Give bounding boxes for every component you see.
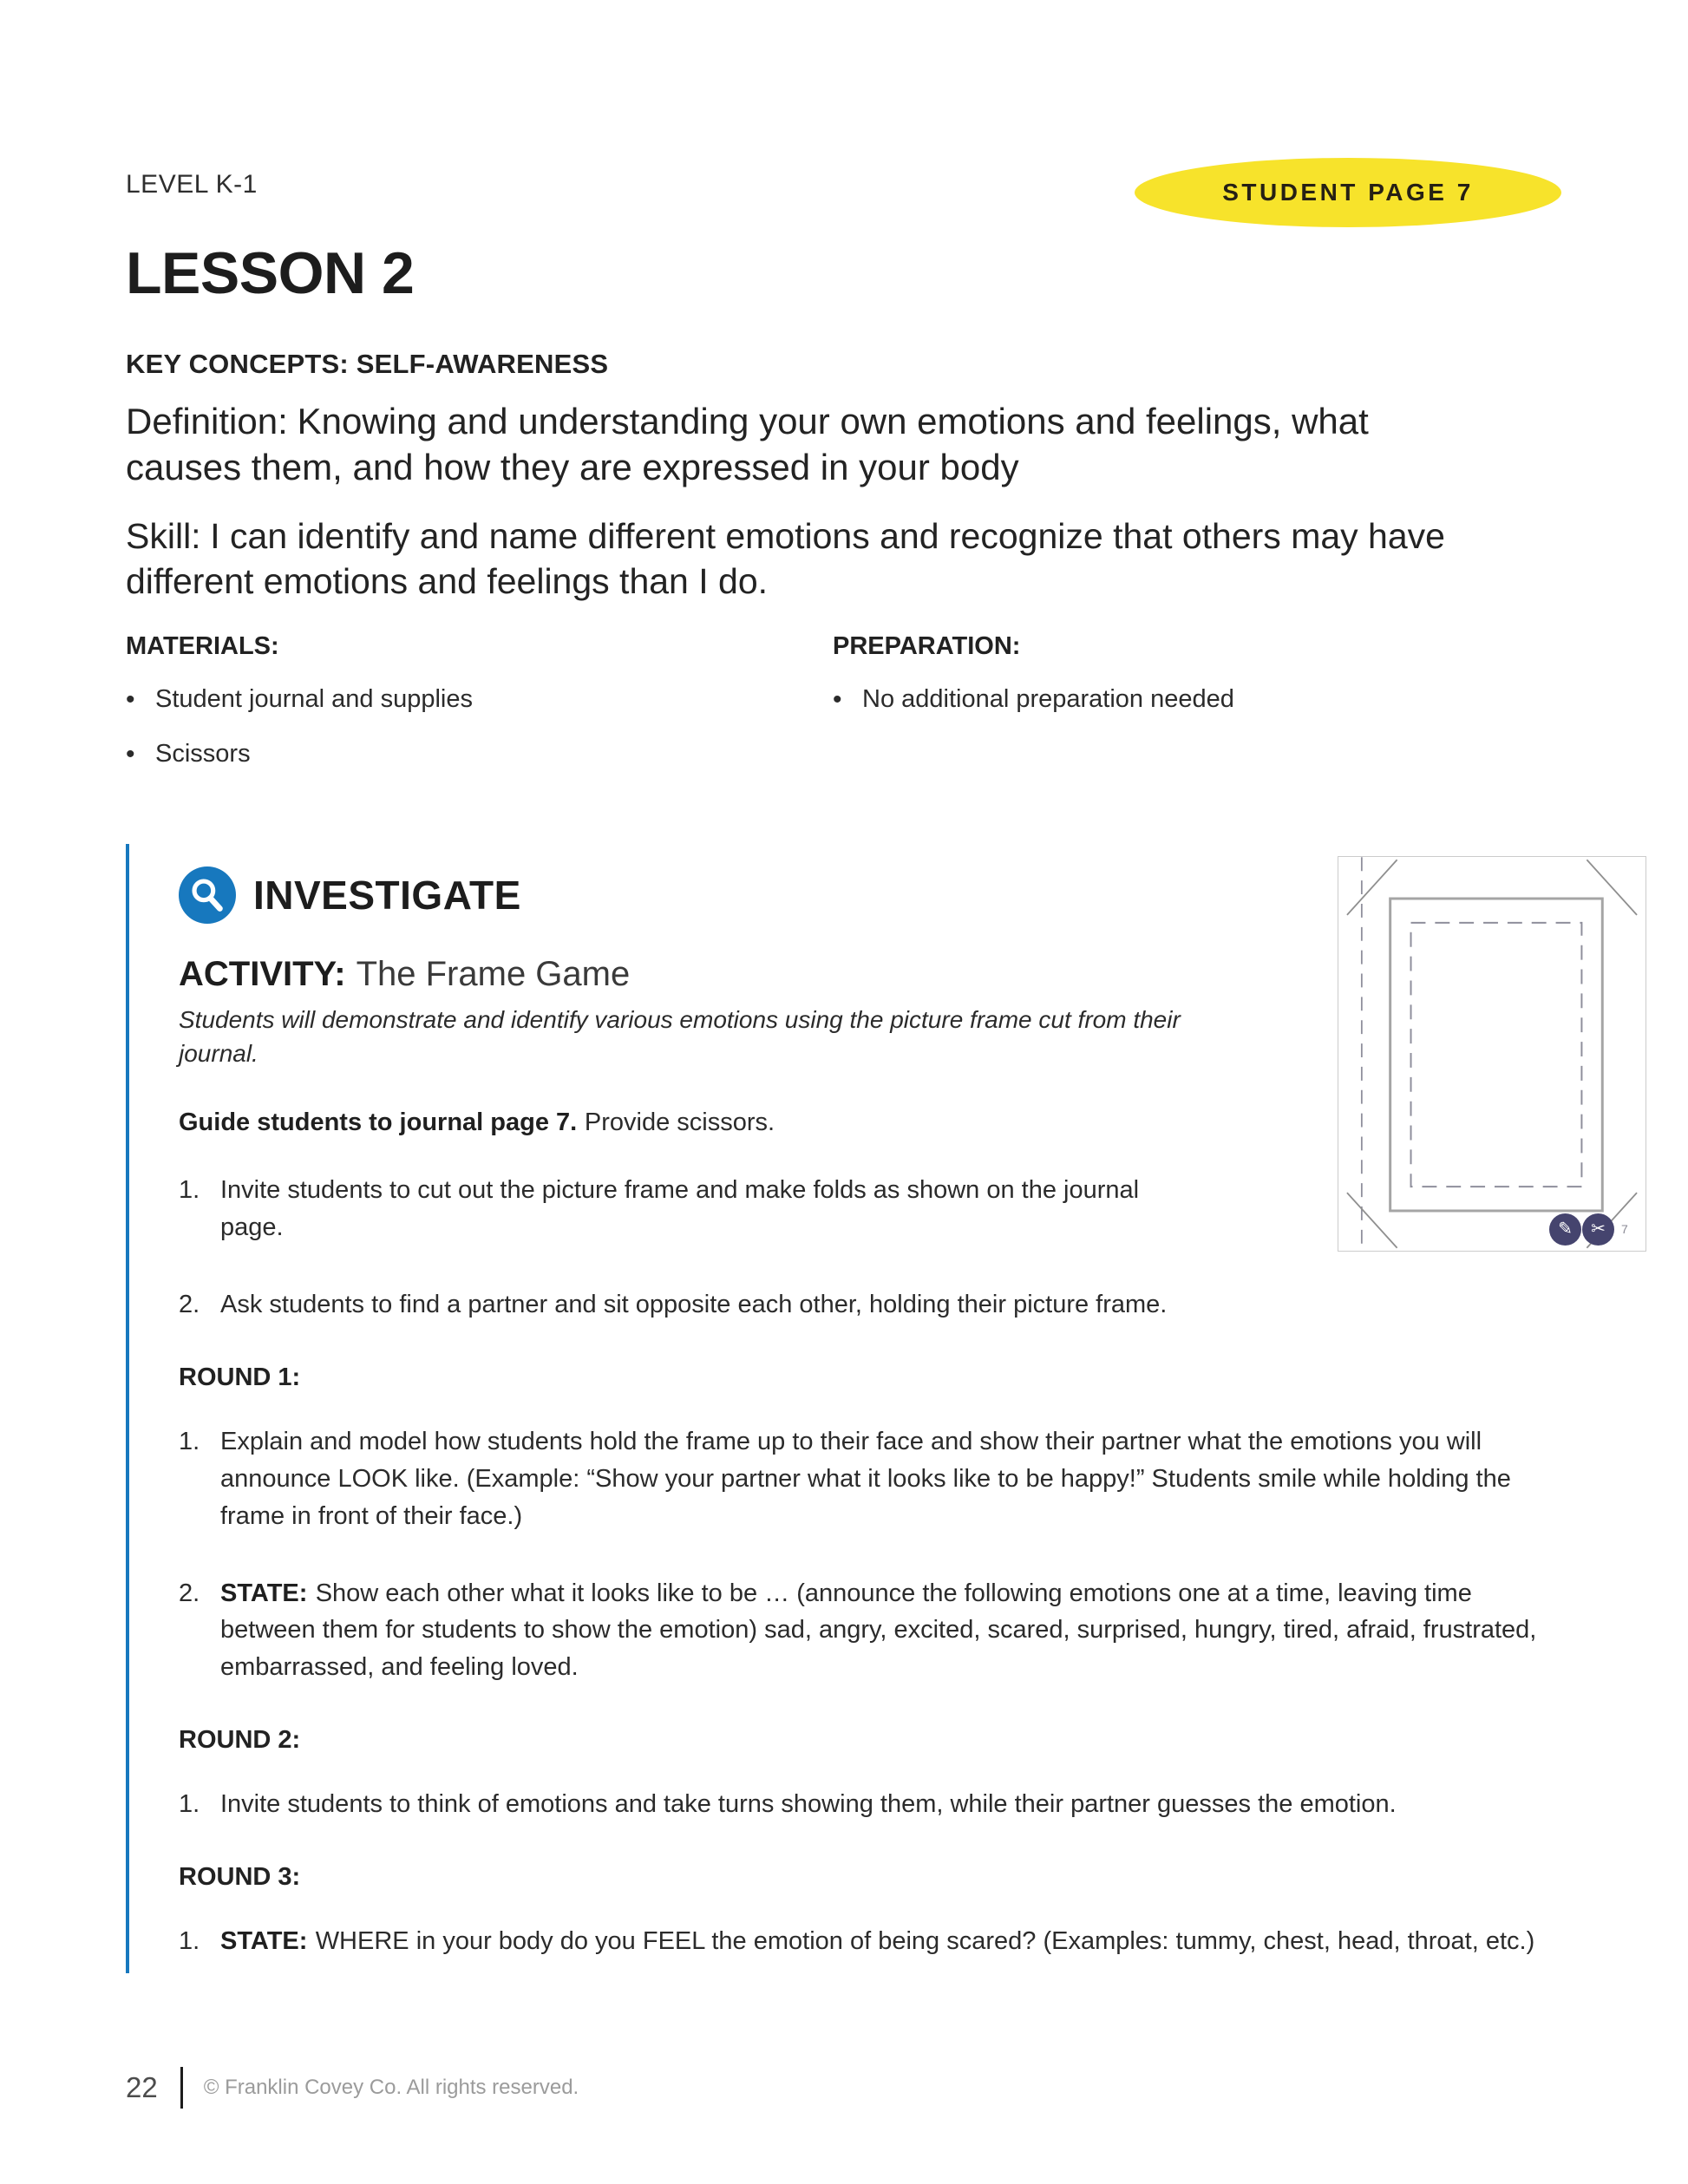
bullet-icon: [126, 683, 155, 716]
round-3-heading: ROUND 3:: [179, 1863, 301, 1892]
guide-lead: Guide students to journal page 7.: [179, 1108, 578, 1137]
step-number: 2.: [179, 1290, 200, 1318]
materials-preparation-row: [126, 632, 1561, 794]
thumbnail-page-number: 7: [1621, 1221, 1628, 1236]
student-page-badge: STUDENT PAGE 7: [1135, 158, 1561, 227]
step-text: [220, 1786, 1397, 1823]
step-number: 1.: [179, 1790, 200, 1819]
skill-paragraph: [126, 513, 1514, 605]
round-2-heading: ROUND 2:: [179, 1726, 301, 1755]
definition-text: Knowing and understanding your own emotions and feelings, what causes them, and how they are expressed in your body: [126, 401, 1369, 487]
step-number: 1.: [179, 1927, 200, 1956]
activity-label: ACTIVITY:: [179, 954, 346, 993]
round-1-heading: ROUND 1:: [179, 1363, 301, 1391]
list-item: [179, 1923, 1561, 1960]
list-item: [179, 1423, 1561, 1535]
page-footer: [126, 2067, 579, 2109]
activity-name: The Frame Game: [356, 954, 631, 993]
page-header: [126, 161, 1561, 227]
step-text: [220, 1923, 1534, 1960]
step-text: Ask students to find a partner and sit opposite each other, holding their picture frame.: [220, 1290, 1168, 1318]
footer-page-number: 22: [126, 2071, 158, 2103]
step-text: [220, 1423, 1561, 1535]
list-item: [126, 738, 833, 771]
materials-item-label: Student journal and supplies: [155, 684, 473, 713]
materials-heading: MATERIALS:: [126, 631, 279, 660]
round-2-step-list: [179, 1786, 1561, 1823]
preparation-item-label: No additional preparation needed: [862, 684, 1234, 713]
search-icon: [179, 866, 236, 924]
bullet-icon: [833, 683, 862, 716]
step-number: 1.: [179, 1427, 200, 1455]
activity-description: Students will demonstrate and identify various emotions using the picture frame cut from their journal.: [179, 1005, 1181, 1067]
step-text: Invite students to cut out the picture frame and make folds as shown on the journal page.: [220, 1176, 1140, 1242]
journal-page-thumbnail: [1338, 856, 1646, 1252]
footer-divider: [180, 2067, 183, 2109]
materials-item-label: Scissors: [155, 740, 251, 768]
step-body: Explain and model how students hold the frame up to their face and show their partner what the emotions you will announce LOOK like. (Example: “Show your partner what it looks like to be happy!” Students smile while holding the frame in front of their face.): [220, 1427, 1511, 1530]
list-item: [179, 1786, 1561, 1823]
list-item: [126, 683, 833, 716]
step-text: [220, 1575, 1561, 1687]
key-concepts-heading: KEY CONCEPTS: SELF-AWARENESS: [126, 349, 609, 379]
round-1-step-list: [179, 1423, 1561, 1686]
step-body: WHERE in your body do you FEEL the emotion of being scared? (Examples: tummy, chest, head, throat, etc.): [315, 1927, 1535, 1956]
bullet-icon: [126, 738, 155, 771]
step-lead: STATE:: [220, 1579, 308, 1607]
lesson-title: LESSON 2: [126, 240, 415, 306]
footer-copyright: © Franklin Covey Co. All rights reserved.: [203, 2076, 579, 2099]
guide-rest: Provide scissors.: [584, 1108, 775, 1137]
definition-label: Definition:: [126, 401, 288, 441]
step-body: Invite students to think of emotions and take turns showing them, while their partner guesses the emotion.: [220, 1790, 1397, 1819]
step-lead: STATE:: [220, 1927, 308, 1956]
list-item: [179, 1286, 1561, 1324]
round-3-step-list: [179, 1923, 1561, 1960]
investigate-section: [126, 844, 1628, 1973]
scissors-icon: ✂: [1582, 1213, 1614, 1246]
step-body: Show each other what it looks like to be … (announce the following emotions one at a time, leaving time between them for students to show the emotion) sad, angry, excited, scared, surprised, hungry, tired, afraid, frustrated, embarrassed, and feeling loved.: [220, 1579, 1537, 1682]
preparation-column: [833, 632, 1234, 794]
definition-paragraph: [126, 399, 1492, 491]
materials-list: [126, 683, 833, 771]
materials-column: [126, 632, 833, 794]
step-number: 1.: [179, 1176, 200, 1205]
skill-label: Skill:: [126, 515, 201, 556]
preparation-list: [833, 683, 1234, 716]
skill-text: I can identify and name different emotions and recognize that others may have different emotions and feelings than I do.: [126, 515, 1445, 602]
list-item: [833, 683, 1234, 716]
investigate-title: INVESTIGATE: [253, 872, 521, 918]
list-item: [179, 1575, 1561, 1687]
journal-icon: ✎: [1549, 1213, 1581, 1246]
preparation-heading: PREPARATION:: [833, 631, 1021, 660]
step-number: 2.: [179, 1579, 200, 1607]
level-label: LEVEL K-1: [126, 170, 258, 199]
frame-template-graphic: [1338, 857, 1645, 1251]
